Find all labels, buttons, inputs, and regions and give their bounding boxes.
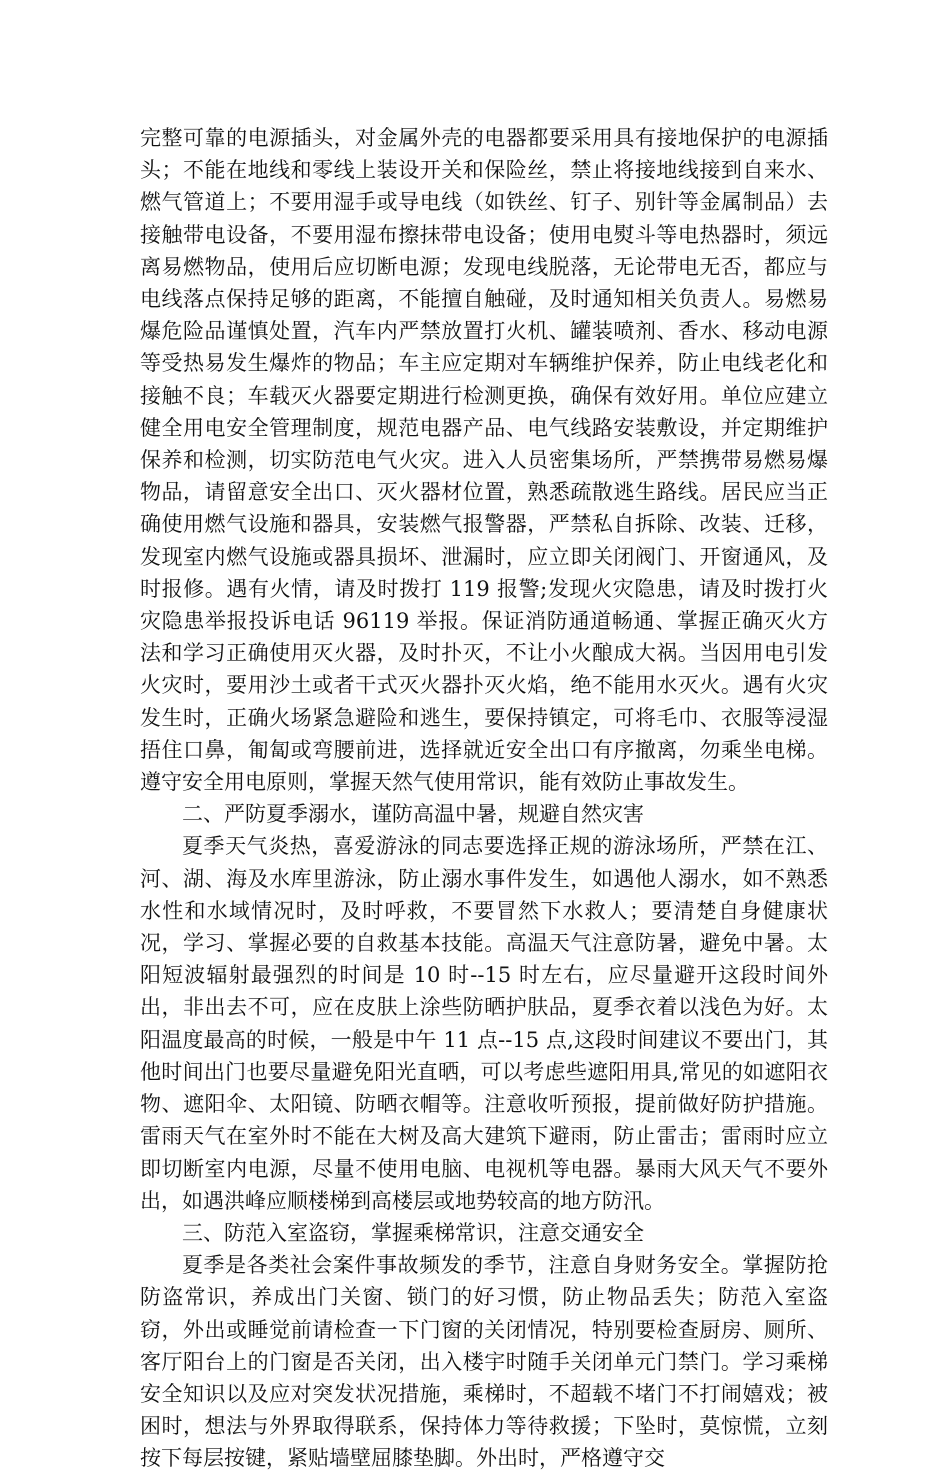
paragraph-fire-safety: 完整可靠的电源插头，对金属外壳的电器都要采用具有接地保护的电源插头；不能在地线和零线上装设开关和保险丝，禁止将接地线接到自来水、燃气管道上；不要用湿手或导电线（如铁丝、钉子、别针等金属制品）去接触带电设备，不要用湿布擦抹带电设备；使用电熨斗等电热器时，须远离易燃物品，使用后应切断电源；发现电线脱落，无论带电无否，都应与电线落点保持足够的距离，不能擅自触碰，及时通知相关负责人。易燃易爆危险品谨慎处置，汽车内严禁放置打火机、罐装喷剂、香水、移动电源等受热易发生爆炸的物品；车主应定期对车辆维护保养，防止电线老化和接触不良；车载灭火器要定期进行检测更换，确保有效好用。单位应建立健全用电安全管理制度，规范电器产品、电气线路安装敷设，并定期维护保养和检测，切实防范电气火灾。进入人员密集场所，严禁携带易燃易爆物品，请留意安全出口、灭火器材位置，熟悉疏散逃生路线。居民应当正确使用燃气设施和器具，安装燃气报警器，严禁私自拆除、改装、迁移，发现室内燃气设施或器具损坏、泄漏时，应立即关闭阀门、开窗通风，及时报修。遇有火情，请及时拨打 119 报警;发现火灾隐患，请及时拨打火灾隐患举报投诉电话 96119 举报。保证消防通道畅通、掌握正确灭火方法和学习正确使用灭火器，及时扑灭，不让小火酿成大祸。当因用电引发火灾时，要用沙土或者干式灭火器扑灭火焰，绝不能用水灭火。遇有火灾发生时，正确火场紧急避险和逃生，要保持镇定，可将毛巾、衣服等浸湿捂住口鼻，匍匐或弯腰前进，选择就近安全出口有序撤离，勿乘坐电梯。遵守安全用电原则，掌握天然气使用常识，能有效防止事故发生。: [140, 126, 828, 795]
paragraph-theft-elevator: 夏季是各类社会案件事故频发的季节，注意自身财务安全。掌握防抢防盗常识，养成出门关窗、锁门的好习惯，防止物品丢失；防范入室盗窃，外出或睡觉前请检查一下门窗的关闭情况，特别要检查厨房、厕所、客厅阳台上的门窗是否关闭，出入楼宇时随手关闭单元门禁门。学习乘梯安全知识以及应对突发状况措施，乘梯时，不超载不堵门不打闹嬉戏；被困时，想法与外界取得联系，保持体力等待救援；下坠时，莫惊慌，立刻按下每层按键，紧贴墙壁屈膝垫脚。外出时，严格遵守交: [140, 1253, 828, 1471]
section-heading-drowning-heat: 二、严防夏季溺水，谨防高温中暑，规避自然灾害: [182, 802, 644, 827]
document-page: [140, 122, 828, 1475]
section-heading-theft-elevator-traffic: 三、防范入室盗窃，掌握乘梯常识，注意交通安全: [182, 1220, 644, 1245]
paragraph-summer-safety: 夏季天气炎热，喜爱游泳的同志要选择正规的游泳场所，严禁在江、河、湖、海及水库里游泳，防止溺水事件发生，如遇他人溺水，如不熟悉水性和水域情况时，及时呼救，不要冒然下水救人；要清楚自身健康状况，学习、掌握必要的自救基本技能。高温天气注意防暑，避免中暑。太阳短波辐射最强烈的时间是 10 时--15 时左右，应尽量避开这段时间外出，非出去不可，应在皮肤上涂些防晒护肤品，夏季衣着以浅色为好。太阳温度最高的时候，一般是中午 11 点--15 点,这段时间建议不要出门，其他时间出门也要尽量避免阳光直晒，可以考虑些遮阳用具,常见的如遮阳衣物、遮阳伞、太阳镜、防晒衣帽等。注意收听预报，提前做好防护措施。雷雨天气在室外时不能在大树及高大建筑下避雨，防止雷击；雷雨时应立即切断室内电源，尽量不使用电脑、电视机等电器。暴雨大风天气不要外出，如遇洪峰应顺楼梯到高楼层或地势较高的地方防汛。: [140, 834, 828, 1213]
